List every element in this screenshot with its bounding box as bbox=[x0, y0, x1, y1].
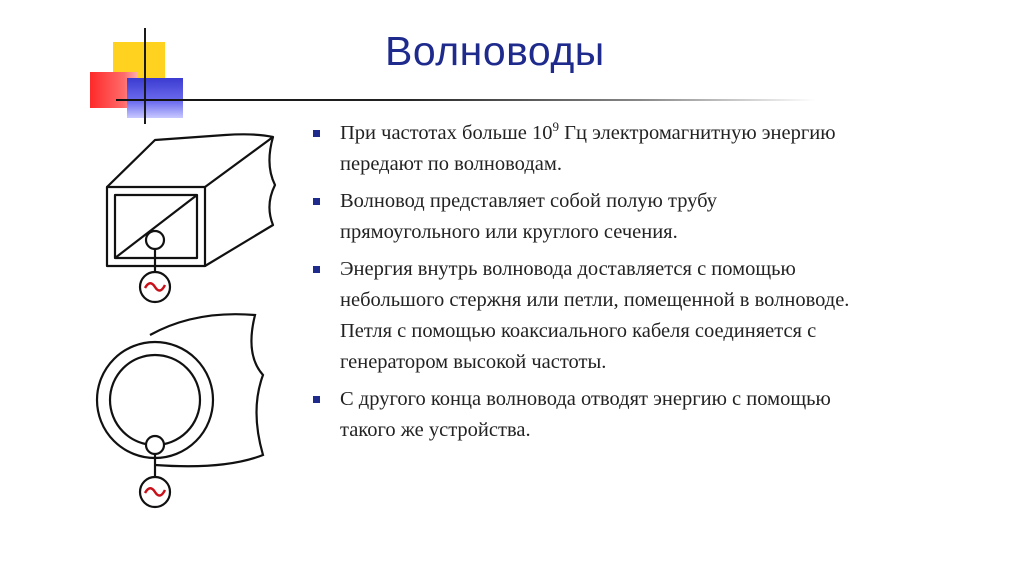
bullet-text: Энергия внутрь волновода доставляется с помощью небольшого стержня или петли, помещенной в волноводе. Петля с помощью коаксиального кабеля соединяется с генератором высокой частоты. bbox=[340, 258, 850, 373]
bullet-text: С другого конца волновода отводят энергию с помощью такого же устройства. bbox=[340, 388, 831, 441]
bullet-item bbox=[310, 186, 850, 248]
circular-waveguide-drawing bbox=[97, 314, 263, 477]
title-underline bbox=[116, 99, 816, 101]
bullet-item bbox=[310, 384, 850, 446]
rectangular-waveguide-drawing bbox=[107, 134, 275, 273]
slide-title: Волноводы bbox=[385, 28, 605, 74]
waveguide-illustrations bbox=[95, 125, 295, 525]
generator-symbol-icon bbox=[140, 477, 170, 507]
bullet-list bbox=[310, 118, 850, 452]
bullet-item bbox=[310, 118, 850, 180]
bullet-text: Волновод представляет собой полую трубу прямоугольного или круглого сечения. bbox=[340, 190, 718, 243]
bullet-marker bbox=[313, 198, 320, 205]
bullet-marker bbox=[313, 396, 320, 403]
bullet-superscript: 9 bbox=[552, 119, 560, 135]
bullet-item bbox=[310, 254, 850, 378]
generator-symbol-icon bbox=[140, 272, 170, 302]
bullet-marker bbox=[313, 266, 320, 273]
decor-blue-square bbox=[127, 78, 183, 118]
bullet-text: Гц электромагнитную энергию передают по волноводам. bbox=[340, 122, 836, 175]
decor-vertical-line bbox=[144, 28, 146, 124]
bullet-text: При частотах больше 10 bbox=[340, 122, 553, 144]
bullet-marker bbox=[313, 130, 320, 137]
